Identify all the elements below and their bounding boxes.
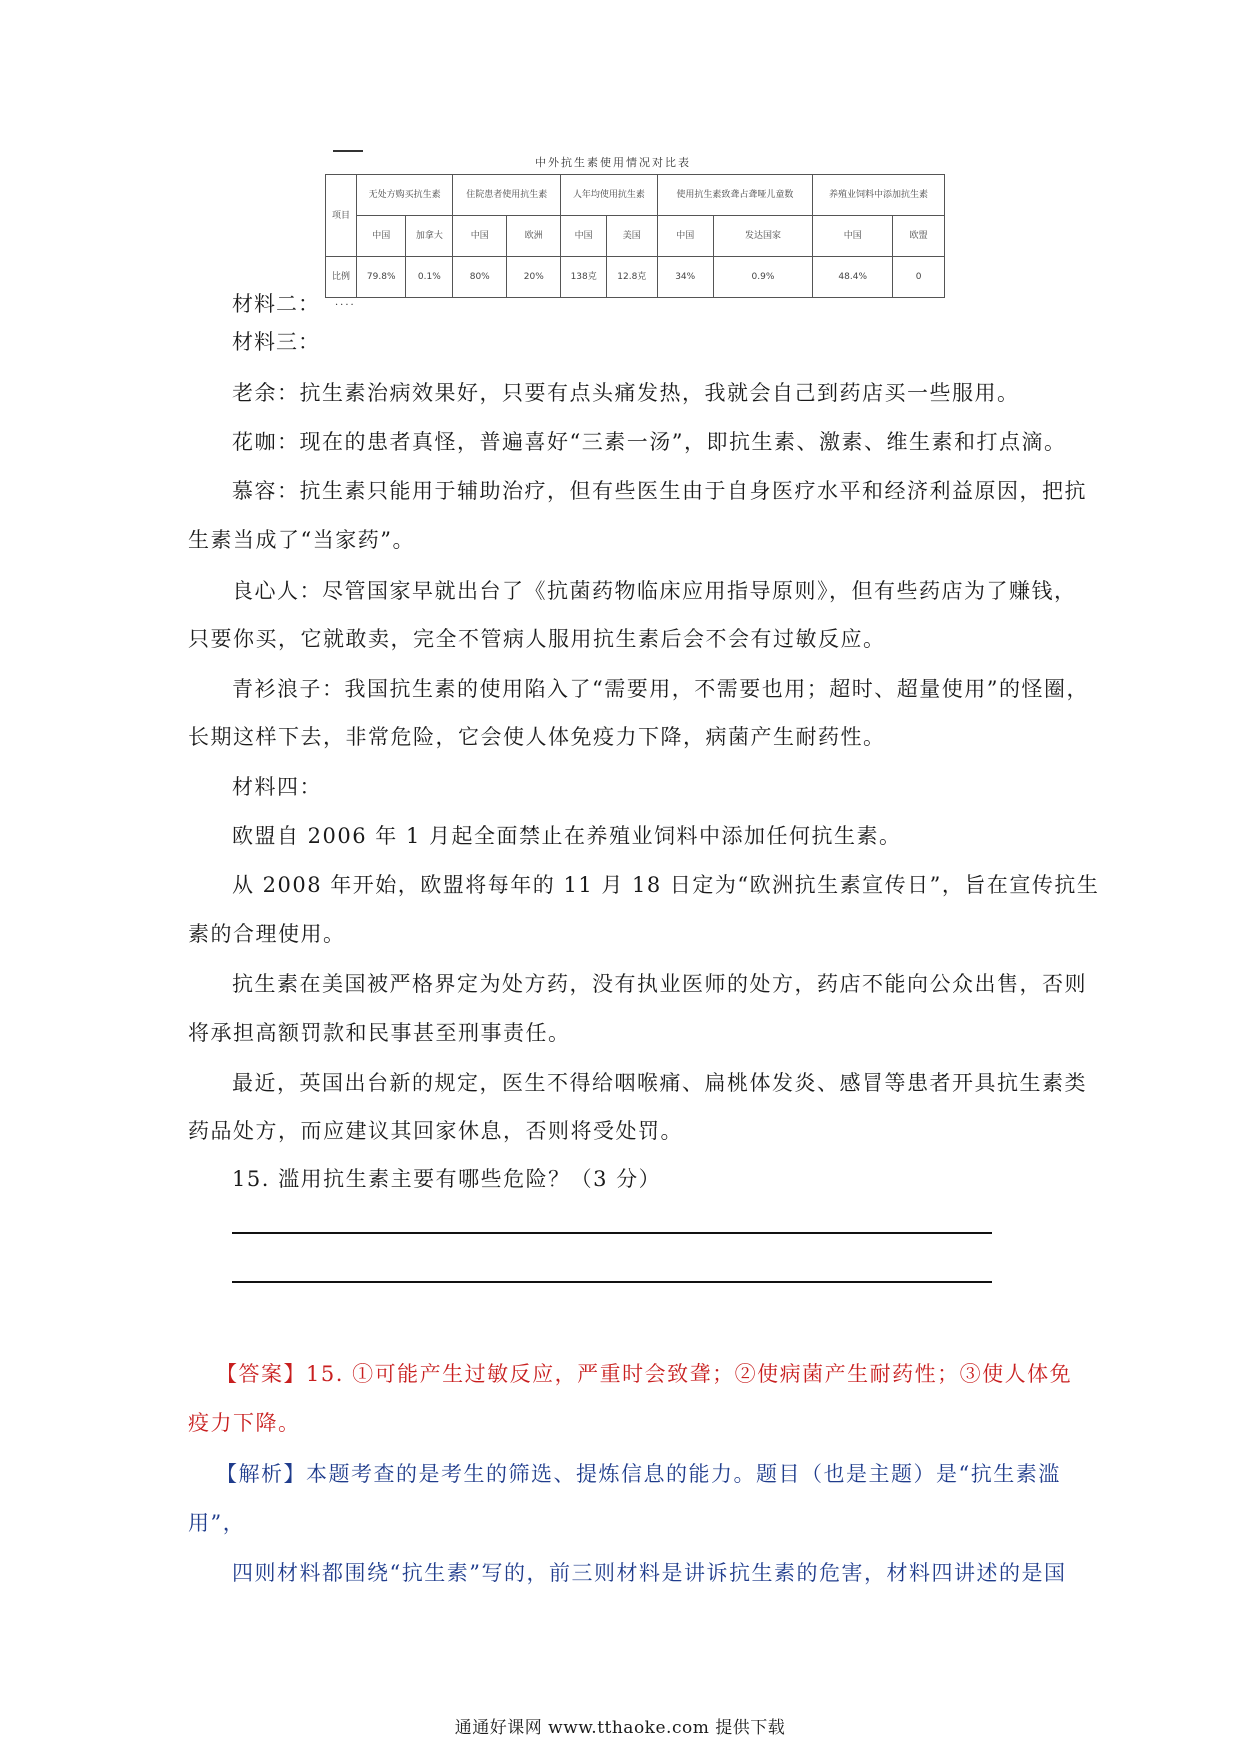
country-cell: 中国 [453, 216, 507, 257]
country-cell: 美国 [607, 216, 658, 257]
table-title: 中外抗生素使用情况对比表 [535, 156, 691, 169]
country-cell: 中国 [657, 216, 713, 257]
answer-line: 【答案】15. ①可能产生过敏反应，严重时会致聋；②使病菌产生耐药性；③使人体免 [216, 1362, 1073, 1386]
value-cell: 48.4% [813, 257, 893, 298]
body-line: 从 2008 年开始，欧盟将每年的 11 月 18 日定为“欧洲抗生素宣传日”，旨在宣传抗生 [232, 873, 1100, 897]
country-cell: 欧洲 [507, 216, 561, 257]
analysis-line: 用”， [188, 1511, 246, 1535]
body-line: 青衫浪子：我国抗生素的使用陷入了“需要用，不需要也用；超时、超量使用”的怪圈， [232, 677, 1089, 701]
body-line: 欧盟自 2006 年 1 月起全面禁止在养殖业饲料中添加任何抗生素。 [232, 824, 902, 848]
body-line: 慕容：抗生素只能用于辅助治疗，但有些医生由于自身医疗水平和经济利益原因，把抗 [232, 479, 1087, 503]
value-cell: 12.8克 [607, 257, 658, 298]
question-15: 15. 滥用抗生素主要有哪些危险？（3 分） [232, 1167, 662, 1191]
group-title: 使用抗生素致聋占聋哑儿童数 [657, 175, 813, 216]
comparison-table-image [325, 150, 945, 300]
country-cell: 加拿大 [406, 216, 453, 257]
row-header-item: 项目 [326, 175, 357, 257]
value-cell: 0 [893, 257, 945, 298]
value-cell: 0.1% [406, 257, 453, 298]
table-dots: ···· [335, 300, 356, 311]
value-cell: 34% [657, 257, 713, 298]
body-line: 抗生素在美国被严格界定为处方药，没有执业医师的处方，药店不能向公众出售，否则 [232, 972, 1087, 996]
body-line: 最近，英国出台新的规定，医生不得给咽喉痛、扁桃体发炎、感冒等患者开具抗生素类 [232, 1071, 1087, 1095]
material4-label: 材料四： [232, 775, 322, 799]
row-header-ratio: 比例 [326, 257, 357, 298]
country-cell: 中国 [561, 216, 607, 257]
answer-blank-line [232, 1281, 992, 1283]
value-cell: 20% [507, 257, 561, 298]
body-line: 花咖：现在的患者真怪，普遍喜好“三素一汤”，即抗生素、激素、维生素和打点滴。 [232, 430, 1067, 454]
group-title: 无处方购买抗生素 [357, 175, 453, 216]
body-line: 素的合理使用。 [188, 922, 346, 946]
group-title: 养殖业饲料中添加抗生素 [813, 175, 945, 216]
answer-blank-line [232, 1232, 992, 1234]
body-line: 药品处方，而应建议其回家休息，否则将受处罚。 [188, 1119, 683, 1143]
comparison-table [325, 174, 945, 298]
footer-source: 通通好课网 www.tthaoke.com 提供下载 [454, 1718, 786, 1738]
material2-label: 材料二： [232, 292, 320, 316]
body-line: 老余：抗生素治病效果好，只要有点头痛发热，我就会自己到药店买一些服用。 [232, 381, 1020, 405]
body-line: 将承担高额罚款和民事甚至刑事责任。 [188, 1021, 571, 1045]
body-line: 只要你买，它就敢卖，完全不管病人服用抗生素后会不会有过敏反应。 [188, 627, 886, 651]
country-cell: 中国 [813, 216, 893, 257]
country-cell: 中国 [357, 216, 406, 257]
value-cell: 79.8% [357, 257, 406, 298]
analysis-line: 【解析】本题考查的是考生的筛选、提炼信息的能力。题目（也是主题）是“抗生素滥 [216, 1462, 1061, 1486]
group-title: 人年均使用抗生素 [561, 175, 657, 216]
answer-line: 疫力下降。 [188, 1411, 301, 1435]
value-cell: 0.9% [713, 257, 812, 298]
value-cell: 80% [453, 257, 507, 298]
country-cell: 发达国家 [713, 216, 812, 257]
country-cell: 欧盟 [893, 216, 945, 257]
value-cell: 138克 [561, 257, 607, 298]
group-title: 住院患者使用抗生素 [453, 175, 561, 216]
body-line: 良心人：尽管国家早就出台了《抗菌药物临床应用指导原则》，但有些药店为了赚钱， [232, 579, 1077, 603]
body-line: 生素当成了“当家药”。 [188, 528, 415, 552]
material3-label: 材料三： [232, 330, 320, 354]
analysis-line: 四则材料都围绕“抗生素”写的，前三则材料是讲诉抗生素的危害，材料四讲述的是国 [232, 1561, 1067, 1585]
body-line: 长期这样下去，非常危险，它会使人体免疫力下降，病菌产生耐药性。 [188, 725, 886, 749]
table-corner-mark [333, 150, 363, 152]
